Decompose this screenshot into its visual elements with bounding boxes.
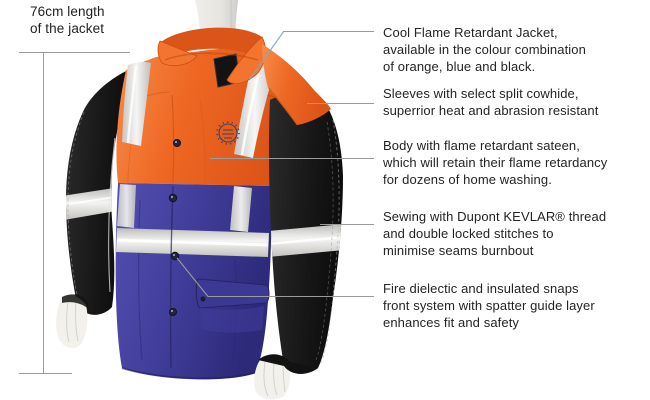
annotation-text: superrior heat and abrasion resistant: [383, 103, 599, 118]
annotation-text: and double locked stitches to: [383, 226, 554, 241]
annotation-sleeves: [383, 85, 649, 119]
annotation-text: Cool Flame Retardant Jacket,: [383, 25, 558, 40]
annotation-text: minimise seams burnbout: [383, 243, 534, 258]
glove-left: [56, 294, 89, 348]
sleeve-right: [268, 94, 345, 374]
reflective-band-waist: [116, 228, 269, 257]
annotation-jacket: [383, 24, 649, 75]
annotation-text: which will retain their flame retardancy: [383, 155, 608, 170]
annotation-sewing: [383, 208, 649, 259]
annotation-text: for dozens of home washing.: [383, 172, 552, 187]
annotation-body: [383, 137, 649, 188]
annotation-text: front system with spatter guide layer: [383, 298, 595, 313]
annotation-text: Body with flame retardant sateen,: [383, 138, 580, 153]
annotation-text: available in the colour combination: [383, 42, 586, 57]
annotation-snaps: [383, 280, 649, 331]
annotation-text: enhances fit and safety: [383, 315, 520, 330]
annotation-text: Fire dielectic and insulated snaps: [383, 281, 579, 296]
measurement-label-line2: of the jacket: [30, 21, 105, 36]
measurement-label-line1: 76cm length: [30, 4, 105, 19]
snap-button: [169, 194, 177, 202]
annotation-text: Sleeves with select split cowhide,: [383, 86, 579, 101]
snap-button: [173, 139, 180, 146]
snap-button: [169, 308, 176, 315]
measurement-label: [30, 3, 105, 37]
annotation-text: Sewing with Dupont KEVLAR® thread: [383, 209, 607, 224]
reflective-stripe-left-lower: [117, 184, 136, 228]
annotation-text: of orange, blue and black.: [383, 59, 536, 74]
